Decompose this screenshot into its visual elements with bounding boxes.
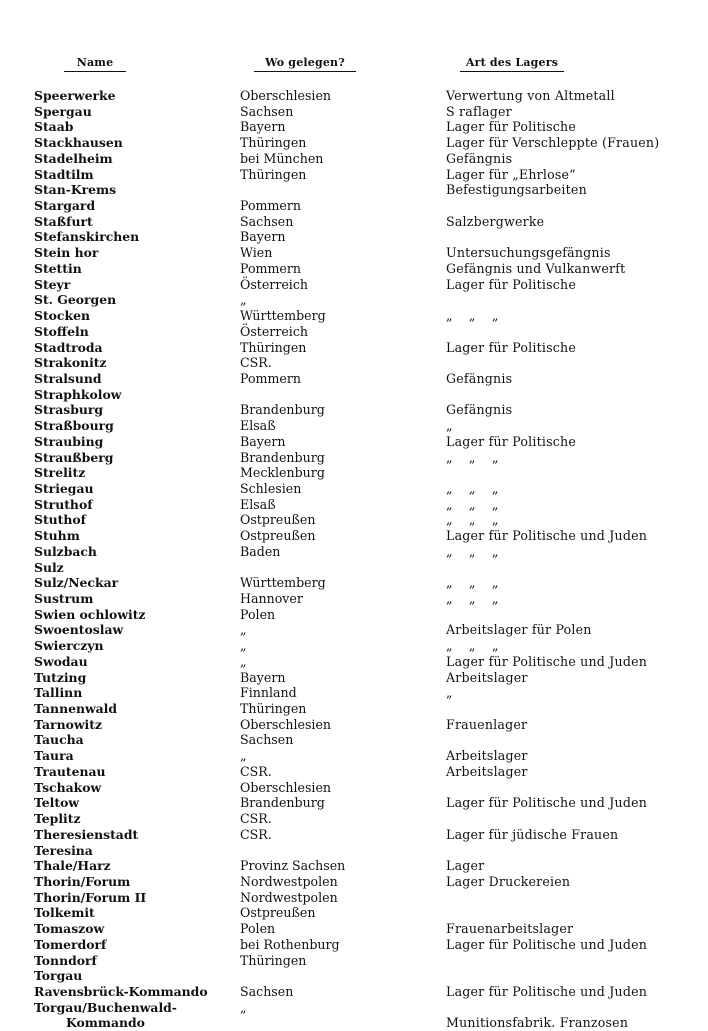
camp-name: Stein hor — [34, 245, 99, 261]
list-item — [0, 214, 708, 230]
camp-name: Tomaszow — [34, 921, 105, 937]
camp-location: Polen — [240, 921, 276, 937]
list-item — [0, 544, 708, 560]
camp-location: Nordwestpolen — [240, 889, 338, 905]
list-item — [0, 622, 708, 638]
list-item — [0, 1000, 708, 1016]
list-item — [0, 968, 708, 984]
camp-location: „ — [240, 653, 247, 669]
list-item — [0, 167, 708, 183]
camp-location: Ostpreußen — [240, 905, 316, 921]
camp-type: Frauenarbeitslager — [446, 921, 574, 937]
camp-name: Stocken — [34, 308, 90, 324]
camp-location: Pommern — [240, 370, 302, 386]
list-item — [0, 685, 708, 701]
camp-type: „ „ „ — [446, 512, 499, 528]
camp-name: Tonndorf — [34, 952, 97, 968]
camp-name: Swien ochlowitz — [34, 606, 146, 622]
camp-name: Kommando — [66, 1015, 145, 1031]
camp-name: Stuthof — [34, 512, 87, 528]
camp-name: Stefanskirchen — [34, 229, 140, 245]
camp-name: Thorin/Forum II — [34, 889, 147, 905]
list-item — [0, 324, 708, 340]
camp-name: Tarnowitz — [34, 716, 102, 732]
list-item — [0, 874, 708, 890]
camp-type: Lager für Politische — [446, 119, 576, 135]
camp-name: Sulz/Neckar — [34, 575, 119, 591]
camp-type: Lager für Verschleppte (Frauen) — [446, 135, 660, 151]
camp-name: Tolkemit — [34, 905, 95, 921]
camp-location: CSR. — [240, 811, 272, 827]
list-item — [0, 670, 708, 686]
camp-type: „ „ „ — [446, 575, 499, 591]
camp-name: Stuhm — [34, 528, 80, 544]
camp-list — [0, 88, 708, 1031]
camp-name: Taura — [34, 748, 74, 764]
camp-location: Österreich — [240, 276, 308, 292]
camp-type: Lager für Politische — [446, 339, 576, 355]
list-item — [0, 921, 708, 937]
list-item — [0, 937, 708, 953]
list-item — [0, 905, 708, 921]
list-item — [0, 198, 708, 214]
list-item — [0, 292, 708, 308]
camp-name: Thale/Harz — [34, 858, 111, 874]
camp-name: Stettin — [34, 260, 82, 276]
camp-type: Lager für jüdische Frauen — [446, 826, 619, 842]
column-header-location: Wo gelegen? — [254, 56, 356, 72]
list-item — [0, 434, 708, 450]
camp-location: Brandenburg — [240, 449, 325, 465]
camp-name: Swoentoslaw — [34, 622, 124, 638]
camp-location: Thüringen — [240, 339, 307, 355]
list-item — [0, 607, 708, 623]
camp-location: „ — [240, 292, 247, 308]
camp-type: Arbeitslager für Polen — [446, 622, 592, 638]
camp-type: Befestigungsarbeiten — [446, 182, 587, 198]
camp-location: Ostpreußen — [240, 528, 316, 544]
camp-type: Gefängnis — [446, 370, 513, 386]
camp-location: Finnland — [240, 685, 297, 701]
camp-location: Mecklenburg — [240, 465, 325, 481]
camp-name: Torgau/Buchenwald- — [34, 999, 177, 1015]
camp-type: Gefängnis — [446, 402, 513, 418]
camp-location: Sachsen — [240, 103, 294, 119]
camp-name: Sustrum — [34, 591, 94, 606]
camp-type: Arbeitslager — [446, 748, 528, 764]
camp-type: Lager für Politische und Juden — [446, 528, 648, 544]
camp-name: Teltow — [34, 795, 80, 811]
camp-name: Stoffeln — [34, 323, 89, 339]
camp-type: „ „ „ — [446, 449, 499, 465]
camp-name: Teresina — [34, 842, 93, 858]
column-header-camp-type: Art des Lagers — [460, 56, 564, 72]
list-item — [0, 497, 708, 513]
camp-name: Straubing — [34, 433, 104, 449]
list-item — [0, 638, 708, 654]
camp-type: Lager — [446, 858, 485, 874]
camp-name: Theresienstadt — [34, 826, 139, 842]
camp-location: CSR. — [240, 826, 272, 842]
camp-name: Taucha — [34, 732, 84, 748]
camp-location: Brandenburg — [240, 402, 325, 418]
list-item — [0, 88, 708, 104]
list-item — [0, 654, 708, 670]
camp-location: Bayern — [240, 229, 286, 245]
camp-type: Lager für Politische und Juden — [446, 936, 648, 952]
list-item — [0, 308, 708, 324]
camp-name: Strakonitz — [34, 355, 107, 371]
list-item — [0, 780, 708, 796]
list-item — [0, 151, 708, 167]
list-item — [0, 512, 708, 528]
camp-location: Sachsen — [240, 983, 294, 999]
camp-location: Wien — [240, 245, 273, 261]
camp-location: bei Rothenburg — [240, 936, 340, 952]
list-item — [0, 229, 708, 245]
camp-name: Sulz — [34, 559, 64, 575]
list-item — [0, 182, 708, 198]
camp-name: Swodau — [34, 653, 88, 669]
camp-type: Frauenlager — [446, 716, 528, 732]
camp-name: Staßfurt — [34, 213, 93, 229]
camp-name: Swierczyn — [34, 638, 104, 654]
list-item — [0, 261, 708, 277]
camp-location: Thüringen — [240, 166, 307, 182]
list-item — [0, 575, 708, 591]
camp-type: S raflager — [446, 103, 512, 119]
list-item — [0, 795, 708, 811]
list-item — [0, 277, 708, 293]
camp-type: Verwertung von Altmetall — [446, 88, 615, 103]
list-item — [0, 355, 708, 371]
list-item — [0, 402, 708, 418]
list-item — [0, 245, 708, 261]
camp-name: Striegau — [34, 480, 94, 496]
camp-name: Tomerdorf — [34, 936, 107, 952]
camp-location: „ — [240, 622, 247, 638]
list-item — [0, 528, 708, 544]
camp-name: Tannenwald — [34, 701, 118, 717]
camp-location: Ostpreußen — [240, 512, 316, 528]
camp-type: Lager für Politische — [446, 276, 576, 292]
list-item — [0, 811, 708, 827]
camp-location: Elsaß — [240, 496, 276, 512]
list-item — [0, 119, 708, 135]
camp-location: Thüringen — [240, 952, 307, 968]
camp-type: Lager für Politische — [446, 433, 576, 449]
camp-name: Spergau — [34, 103, 92, 119]
camp-location: Sachsen — [240, 732, 294, 748]
camp-location: Thüringen — [240, 135, 307, 151]
camp-name: Straphkolow — [34, 386, 122, 402]
column-header-name: Name — [64, 56, 126, 72]
list-item — [0, 104, 708, 120]
camp-name: Stargard — [34, 198, 96, 214]
camp-type: „ „ „ — [446, 638, 499, 654]
camp-name: Speerwerke — [34, 88, 116, 103]
camp-location: „ — [240, 748, 247, 764]
camp-name: Stadelheim — [34, 150, 113, 166]
camp-type: „ „ „ — [446, 543, 499, 559]
camp-location: Thüringen — [240, 701, 307, 717]
camp-type: Gefängnis und Vulkanwerft — [446, 260, 626, 276]
camp-name: Staab — [34, 119, 74, 135]
camp-name: Strelitz — [34, 465, 86, 481]
camp-type: Salzbergwerke — [446, 213, 545, 229]
list-item — [0, 450, 708, 466]
camp-name: Tutzing — [34, 669, 87, 685]
camp-type: Untersuchungsgefängnis — [446, 245, 611, 261]
camp-type: „ — [446, 418, 453, 434]
list-item — [0, 135, 708, 151]
camp-location: Elsaß — [240, 418, 276, 434]
camp-name: Trautenau — [34, 763, 106, 779]
list-item — [0, 748, 708, 764]
camp-name: Tallinn — [34, 685, 83, 701]
list-item — [0, 560, 708, 576]
camp-name: Stadtilm — [34, 166, 94, 182]
camp-type: Munitionsfabrik. Franzosen — [446, 1015, 629, 1031]
camp-type: Gefängnis — [446, 150, 513, 166]
list-item — [0, 843, 708, 859]
list-item — [0, 764, 708, 780]
camp-location: Österreich — [240, 323, 308, 339]
camp-name: Stackhausen — [34, 135, 123, 151]
camp-name: Straußberg — [34, 449, 114, 465]
list-item — [0, 481, 708, 497]
camp-location: Hannover — [240, 591, 303, 606]
camp-type: Lager Druckereien — [446, 873, 571, 889]
camp-name: Straßbourg — [34, 418, 114, 434]
list-item — [0, 827, 708, 843]
list-item — [0, 858, 708, 874]
camp-location: Württemberg — [240, 575, 326, 591]
camp-name: Strasburg — [34, 402, 104, 418]
camp-location: „ — [240, 638, 247, 654]
camp-type: Lager für „Ehrlose“ — [446, 166, 576, 182]
camp-type: „ „ „ — [446, 496, 499, 512]
camp-name: Sulzbach — [34, 543, 97, 559]
camp-type: Lager für Politische und Juden — [446, 983, 648, 999]
camp-location: Oberschlesien — [240, 779, 332, 795]
camp-location: Baden — [240, 543, 281, 559]
list-item — [0, 1015, 708, 1031]
camp-location: bei München — [240, 150, 324, 166]
camp-location: Provinz Sachsen — [240, 858, 346, 874]
camp-location: Bayern — [240, 119, 286, 135]
list-item — [0, 591, 708, 607]
list-item — [0, 371, 708, 387]
list-item — [0, 340, 708, 356]
camp-type: Lager für Politische und Juden — [446, 795, 648, 811]
list-item — [0, 418, 708, 434]
list-item — [0, 890, 708, 906]
camp-name: Steyr — [34, 276, 71, 292]
camp-location: Polen — [240, 606, 276, 622]
camp-name: Thorin/Forum — [34, 873, 131, 889]
camp-location: „ — [240, 999, 247, 1015]
camp-location: Pommern — [240, 260, 302, 276]
list-item — [0, 701, 708, 717]
list-item — [0, 387, 708, 403]
camp-type: „ „ „ — [446, 308, 499, 324]
camp-name: Stralsund — [34, 370, 102, 386]
camp-location: Württemberg — [240, 308, 326, 324]
list-item — [0, 717, 708, 733]
camp-type: „ „ „ — [446, 480, 499, 496]
camp-location: CSR. — [240, 763, 272, 779]
camp-name: Struthof — [34, 496, 93, 512]
camp-location: Oberschlesien — [240, 716, 332, 732]
camp-location: Pommern — [240, 198, 302, 214]
camp-location: Bayern — [240, 433, 286, 449]
camp-location: Nordwestpolen — [240, 873, 338, 889]
camp-name: Tschakow — [34, 779, 102, 795]
camp-type: Arbeitslager — [446, 763, 528, 779]
camp-type: „ „ „ — [446, 591, 499, 606]
camp-location: CSR. — [240, 355, 272, 371]
camp-location: Schlesien — [240, 480, 302, 496]
camp-location: Oberschlesien — [240, 88, 332, 103]
camp-name: Teplitz — [34, 811, 81, 827]
list-item — [0, 465, 708, 481]
camp-name: Stan-Krems — [34, 182, 117, 198]
camp-type: „ — [446, 685, 453, 701]
camp-name: Stadtroda — [34, 339, 103, 355]
camp-type: Arbeitslager — [446, 669, 528, 685]
camp-location: Sachsen — [240, 213, 294, 229]
camp-name: Torgau — [34, 968, 83, 984]
camp-location: Brandenburg — [240, 795, 325, 811]
camp-name: Ravensbrück-Kommando — [34, 983, 208, 999]
camp-type: Lager für Politische und Juden — [446, 653, 648, 669]
camp-location: Bayern — [240, 669, 286, 685]
list-item — [0, 953, 708, 969]
list-item — [0, 984, 708, 1000]
camp-name: St. Georgen — [34, 292, 117, 308]
list-item — [0, 732, 708, 748]
